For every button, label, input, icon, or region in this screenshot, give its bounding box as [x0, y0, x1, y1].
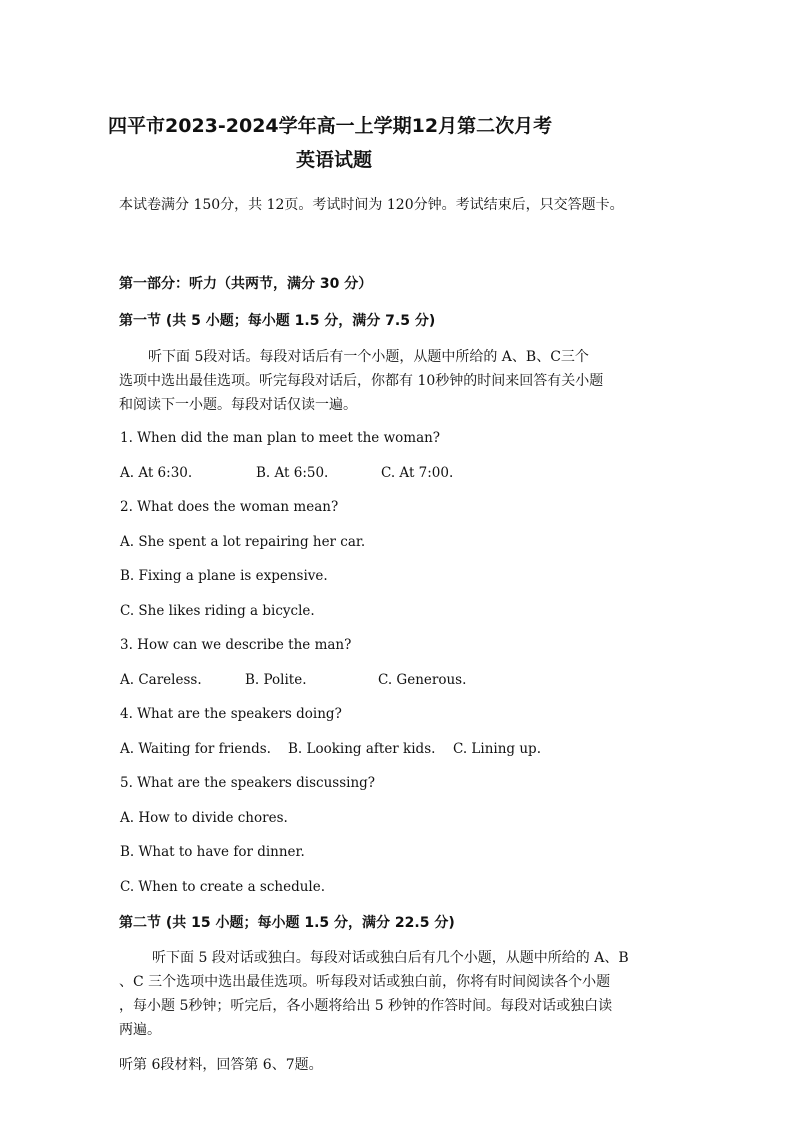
exam-subtitle: 英语试题 — [296, 149, 373, 171]
question-1-stem: 1. When did the man plan to meet the woman? — [120, 430, 441, 446]
section2-heading: 第二节 (共 15 小题；每小题 1.5 分，满分 22.5 分) — [119, 915, 455, 931]
question-5-option-b: B. What to have for dinner. — [120, 844, 305, 860]
question-4-stem: 4. What are the speakers doing? — [120, 706, 342, 722]
exam-intro: 本试卷满分 150分，共 12页。考试时间为 120分钟。考试结束后，只交答题卡。 — [119, 197, 624, 213]
question-4-option-c: C. Lining up. — [453, 741, 541, 757]
section2-instruction-line3: ，每小题 5秒钟；听完后，各小题将给出 5 秒钟的作答时间。每段对话或独白读 — [119, 998, 613, 1014]
question-2-option-a: A. She spent a lot repairing her car. — [120, 534, 366, 550]
section1-instruction-line1: 听下面 5段对话。每段对话后有一个小题，从题中所给的 A、B、C三个 — [148, 349, 589, 365]
question-3-stem: 3. How can we describe the man? — [120, 637, 352, 653]
part1-heading: 第一部分：听力（共两节，满分 30 分） — [119, 276, 373, 292]
question-4-option-b: B. Looking after kids. — [288, 741, 436, 757]
section1-instruction-line3: 和阅读下一小题。每段对话仅读一遍。 — [119, 397, 357, 413]
question-2-option-b: B. Fixing a plane is expensive. — [120, 568, 328, 584]
question-4-option-a: A. Waiting for friends. — [120, 741, 271, 757]
question-5-option-a: A. How to divide chores. — [120, 810, 288, 826]
question-1-option-a: A. At 6:30. — [120, 465, 193, 481]
section1-heading: 第一节 (共 5 小题；每小题 1.5 分，满分 7.5 分) — [119, 313, 436, 329]
question-3-option-a: A. Careless. — [120, 672, 202, 688]
question-2-option-c: C. She likes riding a bicycle. — [120, 603, 315, 619]
exam-title: 四平市2023-2024学年高一上学期12月第二次月考 — [108, 115, 553, 137]
question-1-option-c: C. At 7:00. — [381, 465, 454, 481]
question-3-option-b: B. Polite. — [245, 672, 307, 688]
question-5-option-c: C. When to create a schedule. — [120, 879, 326, 895]
material-note: 听第 6段材料，回答第 6、7题。 — [119, 1057, 323, 1073]
question-3-option-c: C. Generous. — [378, 672, 467, 688]
section2-instruction-line1: 听下面 5 段对话或独白。每段对话或独白后有几个小题，从题中所给的 A、B — [152, 950, 629, 966]
section2-instruction-line4: 两遍。 — [119, 1022, 161, 1038]
question-1-option-b: B. At 6:50. — [256, 465, 329, 481]
section2-instruction-line2: 、C 三个选项中选出最佳选项。听每段对话或独白前，你将有时间阅读各个小题 — [119, 974, 611, 990]
question-5-stem: 5. What are the speakers discussing? — [120, 775, 376, 791]
question-2-stem: 2. What does the woman mean? — [120, 499, 339, 515]
section1-instruction-line2: 选项中选出最佳选项。听完每段对话后，你都有 10秒钟的时间来回答有关小题 — [119, 373, 604, 389]
